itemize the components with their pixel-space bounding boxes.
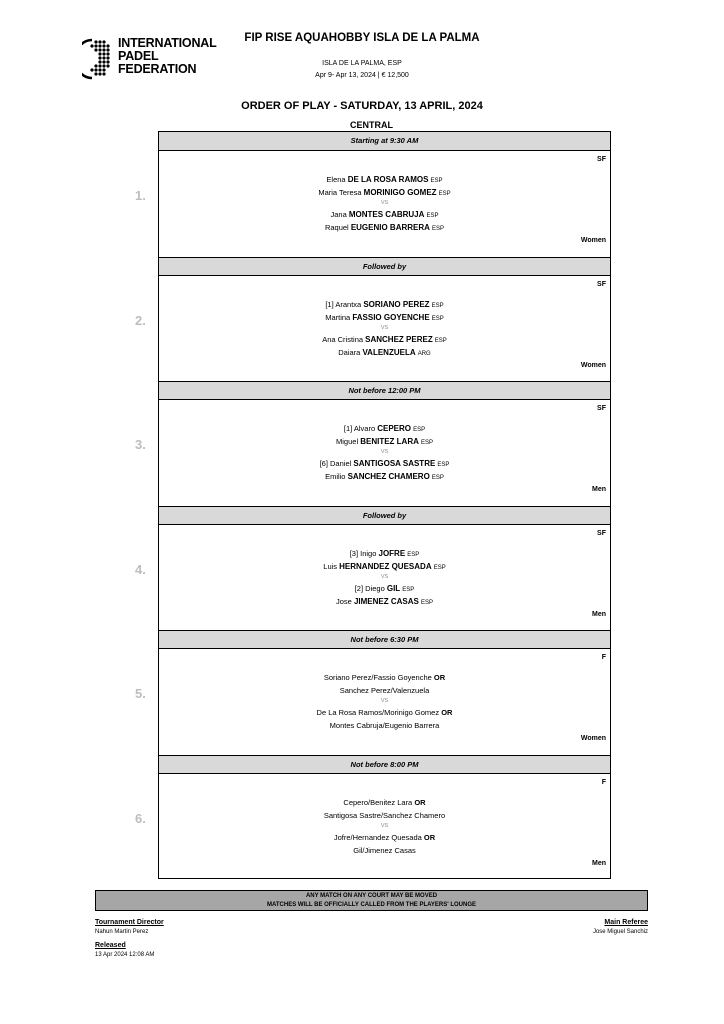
team-pair: Jofre/Hernandez Quesada <box>333 832 422 842</box>
match-number: 6. <box>135 810 146 826</box>
player-first-name: Daiara <box>338 347 361 357</box>
match-lines <box>159 173 610 234</box>
team-line <box>159 298 610 311</box>
order-of-play-title: ORDER OF PLAY - SATURDAY, 13 APRIL, 2024 <box>241 100 483 112</box>
referee-label: Main Referee <box>604 919 648 926</box>
player-surname: SORIANO PEREZ <box>363 299 430 309</box>
match-lines <box>159 547 610 608</box>
match-block <box>135 132 610 257</box>
director-name: Nahun Martin Perez <box>95 929 149 935</box>
court-name: CENTRAL <box>350 120 393 130</box>
team-line <box>159 457 610 470</box>
round-label: SF <box>597 529 606 537</box>
player-first-name: Raquel <box>324 223 349 232</box>
country-code: ESP <box>402 586 415 593</box>
category-label: Men <box>592 486 606 493</box>
player-surname: HERNANDEZ QUESADA <box>339 561 432 571</box>
country-code: ESP <box>420 599 433 606</box>
player-surname: JIMENEZ CASAS <box>353 596 419 606</box>
logo-line-3: FEDERATION <box>118 62 197 76</box>
schedule-table <box>135 131 611 879</box>
fip-logo <box>82 34 217 84</box>
team-line <box>159 582 610 595</box>
team-line <box>159 809 610 822</box>
match-lines <box>159 796 610 857</box>
player-first-name: Diego <box>365 583 385 593</box>
seed: [1] <box>325 299 334 309</box>
or-label: OR <box>423 832 436 842</box>
team-pair: Gil/Jimenez Casas <box>353 845 416 855</box>
player-first-name: Miguel <box>336 437 359 446</box>
match-lines <box>159 671 610 732</box>
team-pair: Sanchez Perez/Valenzuela <box>339 686 430 695</box>
player-surname: JOFRE <box>378 548 406 558</box>
player-first-name: Inigo <box>360 548 377 558</box>
player-first-name: Maria Teresa <box>318 188 362 197</box>
country-code: ESP <box>420 440 433 446</box>
player-first-name: Jana <box>330 210 347 219</box>
team-line <box>159 333 610 346</box>
player-first-name: Alvaro <box>353 424 376 433</box>
category-label: Women <box>580 361 606 369</box>
start-time-header: Not before 6:30 PM <box>159 630 610 649</box>
versus-label: VS <box>380 698 389 704</box>
player-first-name: Ana Cristina <box>322 334 364 344</box>
team-pair: Montes Cabruja/Eugenio Barrera <box>329 721 440 730</box>
match-number: 5. <box>135 686 146 701</box>
team-line <box>159 470 610 483</box>
match-number: 1. <box>135 188 146 203</box>
match-lines <box>159 298 610 359</box>
team-line <box>159 671 610 684</box>
player-surname: GIL <box>386 583 401 593</box>
seed: [1] <box>343 424 353 433</box>
team-pair: Santigosa Sastre/Sanchez Chamero <box>323 810 446 820</box>
released-label: Released <box>95 942 126 949</box>
or-label: OR <box>441 708 453 717</box>
tournament-title: FIP RISE AQUAHOBBY ISLA DE LA PALMA <box>244 32 480 44</box>
player-surname: BENITEZ LARA <box>360 437 419 446</box>
match-block <box>135 630 610 755</box>
padel-ball-icon <box>82 34 114 84</box>
team-pair: Soriano Perez/Fassio Goyenche <box>323 673 432 682</box>
team-line <box>159 844 610 857</box>
seed: [2] <box>354 583 364 593</box>
round-label: SF <box>597 405 606 412</box>
round-label: F <box>601 778 606 786</box>
versus-label: VS <box>380 200 389 206</box>
logo-line-2: PADEL <box>118 49 159 63</box>
player-first-name: Emilio <box>325 472 346 481</box>
team-line <box>159 706 610 719</box>
category-label: Men <box>592 859 606 867</box>
player-surname: FASSIO GOYENCHE <box>352 312 430 322</box>
team-line <box>159 684 610 697</box>
released-value: 13 Apr 2024 12:08 AM <box>95 952 155 958</box>
seed: [3] <box>349 548 359 558</box>
team-line <box>159 595 610 608</box>
notice-line-1: ANY MATCH ON ANY COURT MAY BE MOVED <box>305 893 438 899</box>
referee-name: Jose Miguel Sanchiz <box>592 929 648 935</box>
match-block <box>135 506 610 631</box>
player-surname: CEPERO <box>377 424 412 433</box>
seed: [6] <box>319 459 328 468</box>
country-code: ESP <box>433 564 446 571</box>
main-referee <box>593 919 648 935</box>
team-line <box>159 208 610 221</box>
or-label: OR <box>414 797 426 807</box>
player-surname: SANTIGOSA SASTRE <box>353 459 436 468</box>
player-surname: MONTES CABRUJA <box>348 210 425 219</box>
start-time-header: Not before 8:00 PM <box>159 755 610 774</box>
team-line <box>159 311 610 324</box>
versus-label: VS <box>380 324 389 331</box>
notice-box <box>95 890 648 911</box>
category-label: Women <box>580 735 606 742</box>
country-code: ESP <box>426 213 439 219</box>
player-first-name: Luis <box>323 561 338 571</box>
team-pair: Cepero/Benitez Lara <box>343 797 413 807</box>
match-block <box>135 381 610 506</box>
tournament-dates-prize: Apr 9- Apr 13, 2024 | € 12,500 <box>315 72 409 79</box>
category-label: Men <box>592 610 606 618</box>
versus-label: VS <box>380 573 389 580</box>
team-line <box>159 831 610 844</box>
player-surname: VALENZUELA <box>362 347 416 357</box>
team-line <box>159 346 610 359</box>
round-label: SF <box>597 156 606 163</box>
country-code: ESP <box>438 191 451 197</box>
player-surname: SANCHEZ PEREZ <box>365 334 433 344</box>
released-info <box>95 942 154 958</box>
team-line <box>159 435 610 448</box>
country-code: ESP <box>413 427 426 433</box>
team-line <box>159 221 610 234</box>
team-pair: De La Rosa Ramos/Morinigo Gomez <box>316 708 440 717</box>
start-time-header: Starting at 9:30 AM <box>159 132 610 151</box>
country-code: ESP <box>407 551 420 558</box>
start-time-header: Followed by <box>159 257 610 276</box>
match-block <box>135 257 610 382</box>
match-number: 2. <box>135 312 146 328</box>
country-code: ESP <box>432 226 445 232</box>
country-code: ESP <box>434 337 447 344</box>
notice-line-2: MATCHES WILL BE OFFICIALLY CALLED FROM THE PLAYERS' LOUNGE <box>267 902 476 908</box>
tournament-director <box>95 919 164 935</box>
team-line <box>159 422 610 435</box>
tournament-location: ISLA DE LA PALMA, ESP <box>322 60 402 67</box>
logo-line-1: INTERNATIONAL <box>118 36 217 50</box>
category-label: Women <box>580 237 606 244</box>
player-first-name: Arantxa <box>335 299 362 309</box>
match-number: 4. <box>135 561 146 577</box>
player-first-name: Elena <box>326 175 346 184</box>
player-surname: EUGENIO BARRERA <box>350 223 430 232</box>
team-line <box>159 547 610 560</box>
player-first-name: Martina <box>325 312 351 322</box>
round-label: SF <box>597 280 606 288</box>
player-surname: DE LA ROSA RAMOS <box>347 175 429 184</box>
team-line <box>159 719 610 732</box>
match-lines <box>159 422 610 483</box>
country-code: ESP <box>431 302 444 309</box>
player-first-name: Daniel <box>330 459 352 468</box>
player-surname: SANCHEZ CHAMERO <box>347 472 430 481</box>
player-surname: MORINIGO GOMEZ <box>363 188 437 197</box>
match-block <box>135 755 610 880</box>
versus-label: VS <box>380 822 389 829</box>
director-label: Tournament Director <box>95 919 164 926</box>
team-line <box>159 560 610 573</box>
team-line <box>159 796 610 809</box>
country-code: ESP <box>437 462 450 468</box>
start-time-header: Not before 12:00 PM <box>159 381 610 400</box>
versus-label: VS <box>380 449 389 455</box>
team-line <box>159 186 610 199</box>
team-line <box>159 173 610 186</box>
start-time-header: Followed by <box>159 506 610 525</box>
player-first-name: Jose <box>336 596 352 606</box>
logo-wordmark <box>118 37 217 76</box>
country-code: ARG <box>417 350 431 357</box>
country-code: ESP <box>430 178 443 184</box>
or-label: OR <box>433 673 446 682</box>
country-code: ESP <box>431 315 444 322</box>
round-label: F <box>601 654 606 661</box>
match-number: 3. <box>135 437 146 452</box>
country-code: ESP <box>431 475 444 481</box>
